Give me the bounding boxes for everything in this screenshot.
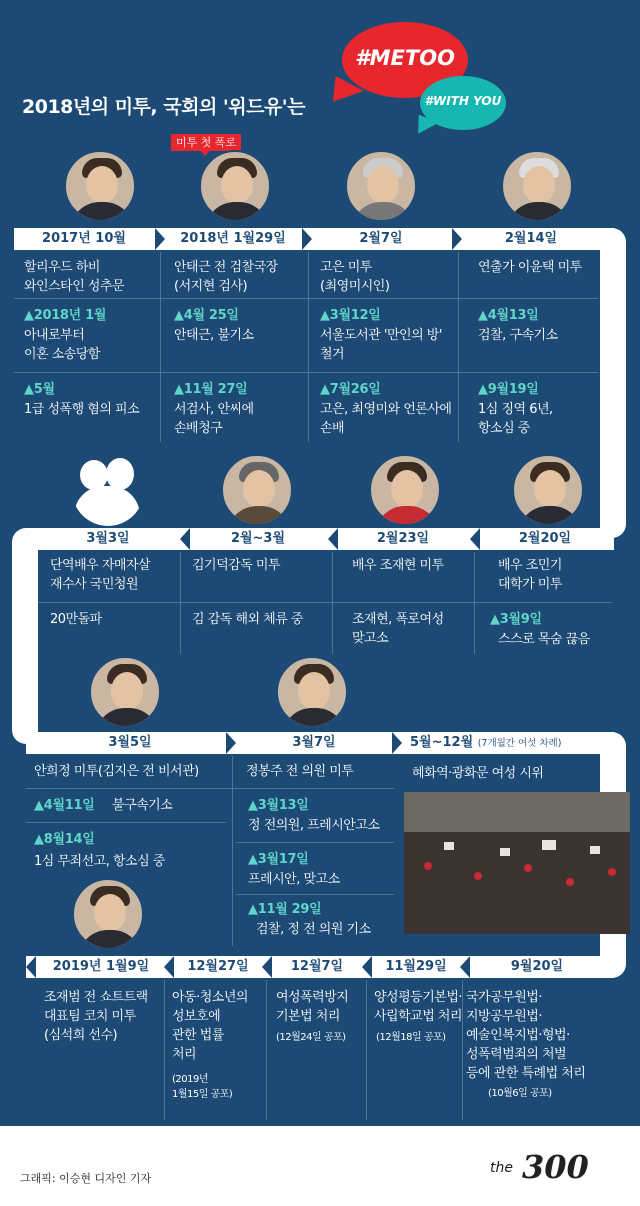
promulgation-note: (10월6일 공포) [488,1088,552,1099]
timeline-arrow [26,956,36,978]
timeline-arrow [362,956,372,978]
event-text: 정봉주 전 의원 미투 [246,764,354,779]
timeline-date: 2월23일 [376,531,430,546]
event-date: ▲3월17일 [248,852,309,867]
event-text: 검찰, 구속기소 [478,328,558,343]
page-title: 2018년의 미투, 국회의 '위드유'는 [22,96,305,118]
event-date: ▲5월 [24,382,55,397]
portrait-photo [276,656,348,728]
timeline-arrow [328,528,338,550]
column-divider [332,552,333,654]
event-text: 서울도서관 '만인의 방' 철거 [320,328,442,362]
timeline-arrow [470,528,480,550]
timeline-band-turn [12,528,38,744]
event-text: 국가공무원법· 지방공무원법· 예술인복지법·형법· 성폭력범죄의 처벌 등에 관한 특례법 처리 [466,990,586,1081]
svg-text:the: the [490,1160,513,1176]
event-text: 정 전의원, 프레시안고소 [248,818,380,833]
event-text: 불구속기소 [112,798,173,813]
event-date: ▲3월13일 [248,798,309,813]
event-text: 연출가 이윤택 미투 [478,260,582,275]
timeline-date: 2018년 1월29일 [180,231,286,246]
event-text: 여성폭력방지 기본법 처리 [276,990,349,1024]
event-text: 1심 징역 6년, 항소심 중 [478,402,553,436]
event-text: 아동·청소년의 성보호에 관한 법률 처리 [172,990,248,1062]
column-divider [308,252,309,442]
timeline-date: 5월~12월 (7개월간 여섯 차례) [410,735,562,750]
timeline-arrow [302,228,312,250]
timeline-arrow [392,732,402,754]
event-date: ▲4월 25일 [174,308,239,323]
event-date: ▲3월9일 [490,612,542,627]
column-divider [458,252,459,442]
timeline-date: 2월20일 [518,531,572,546]
graphic-credit: 그래픽: 이승현 디자인 기자 [20,1172,152,1185]
event-date: ▲11월 29일 [248,902,322,917]
event-text: 스스로 목숨 끊음 [498,632,590,647]
event-date: ▲11월 27일 [174,382,248,397]
column-divider [232,756,233,946]
event-text: 서검사, 안씨에 손배청구 [174,402,254,436]
promulgation-note: (12월18일 공포) [376,1032,446,1043]
event-text: 배우 조민기 대학가 미투 [498,558,562,592]
event-text: 할리우드 하비 와인스타인 성추문 [24,260,125,294]
event-text: 20만돌파 [50,612,102,627]
event-text: 조재현, 폭로여성 맞고소 [352,612,444,646]
timeline-date: 2월7일 [359,231,403,246]
metoo-bubble-text: #METOO [355,46,455,70]
event-text: 양성평등기본법· 사립학교법 처리 [374,990,463,1024]
timeline-arrow [262,956,272,978]
event-text: 안태근, 불기소 [174,328,254,343]
timeline-date: 12월7일 [290,959,344,974]
the300-logo [480,1138,630,1188]
silhouette-icon [72,454,144,526]
event-text: 안태근 전 검찰국장 (서지현 검사) [174,260,278,294]
portrait-photo [512,454,584,526]
badge-pointer [200,150,210,156]
portrait-photo [369,454,441,526]
column-divider [366,980,367,1120]
timeline-date: 2월14일 [504,231,558,246]
event-text: 1심 무죄선고, 항소심 중 [34,854,165,869]
event-date: ▲8월14일 [34,832,95,847]
event-text: 김기덕감독 미투 [192,558,281,573]
timeline-date: 9월20일 [510,959,564,974]
portrait-photo [221,454,293,526]
row-divider [14,372,598,373]
row-divider [236,894,394,895]
timeline-date: 3월5일 [108,735,152,750]
event-date: ▲3월12일 [320,308,381,323]
event-text: 배우 조재현 미투 [352,558,444,573]
first-disclosure-badge: 미투 첫 폭로 [171,134,241,151]
event-text: 아내로부터 이혼 소송당함 [24,328,100,362]
event-text: 조재범 전 쇼트트랙 대표팀 코치 미투 (심석희 선수) [44,990,148,1043]
event-text: 고은, 최영미와 언론사에 손배 [320,402,452,436]
protest-photo [404,792,630,934]
timeline-date: 2019년 1월9일 [52,959,150,974]
portrait-photo [199,150,271,222]
event-text: 김 감독 해외 체류 중 [192,612,303,627]
withyou-bubble-text: #WITH YOU [424,94,502,108]
column-divider [164,980,165,1120]
event-date: ▲4월13일 [478,308,539,323]
timeline-arrow [460,956,470,978]
column-divider [180,552,181,654]
timeline-date: 3월7일 [292,735,336,750]
event-date: ▲2018년 1월 [24,308,107,323]
promulgation-note: (2019년 1월15일 공포) [172,1074,233,1100]
event-date: ▲7월26일 [320,382,381,397]
event-text: 1급 성폭행 혐의 피소 [24,402,140,417]
event-text: 프레시안, 맞고소 [248,872,340,887]
row-divider [14,298,598,299]
event-text: 검찰, 정 전 의원 기소 [256,922,371,937]
row-divider [38,602,612,603]
timeline-arrow [452,228,462,250]
timeline-date: 3월3일 [86,531,130,546]
event-text: 단역배우 자매자살 재수사 국민청원 [50,558,151,592]
timeline-arrow [226,732,236,754]
portrait-photo [72,878,144,950]
portrait-photo [501,150,573,222]
portrait-photo [345,150,417,222]
timeline-date: 11월29일 [385,959,447,974]
event-text: 혜화역·광화문 여성 시위 [412,766,544,781]
event-text: 고은 미투 (최영미시인) [320,260,390,294]
timeline-date: 12월27일 [187,959,249,974]
row-divider [26,788,394,789]
timeline-arrow [164,956,174,978]
timeline-date: 2017년 10월 [42,231,126,246]
timeline-arrow [180,528,190,550]
column-divider [266,980,267,1120]
row-divider [26,822,226,823]
column-divider [160,252,161,442]
portrait-photo [89,656,161,728]
portrait-photo [64,150,136,222]
event-text: 안희정 미투(김지은 전 비서관) [34,764,199,779]
column-divider [474,552,475,654]
event-date: ▲9월19일 [478,382,539,397]
svg-text:300: 300 [522,1148,589,1186]
row-divider [236,842,394,843]
timeline-band-turn [600,228,626,538]
column-divider [462,980,463,1120]
timeline-date: 2월~3월 [230,531,286,546]
promulgation-note: (12월24일 공포) [276,1032,346,1043]
event-date: ▲4월11일 [34,798,95,813]
